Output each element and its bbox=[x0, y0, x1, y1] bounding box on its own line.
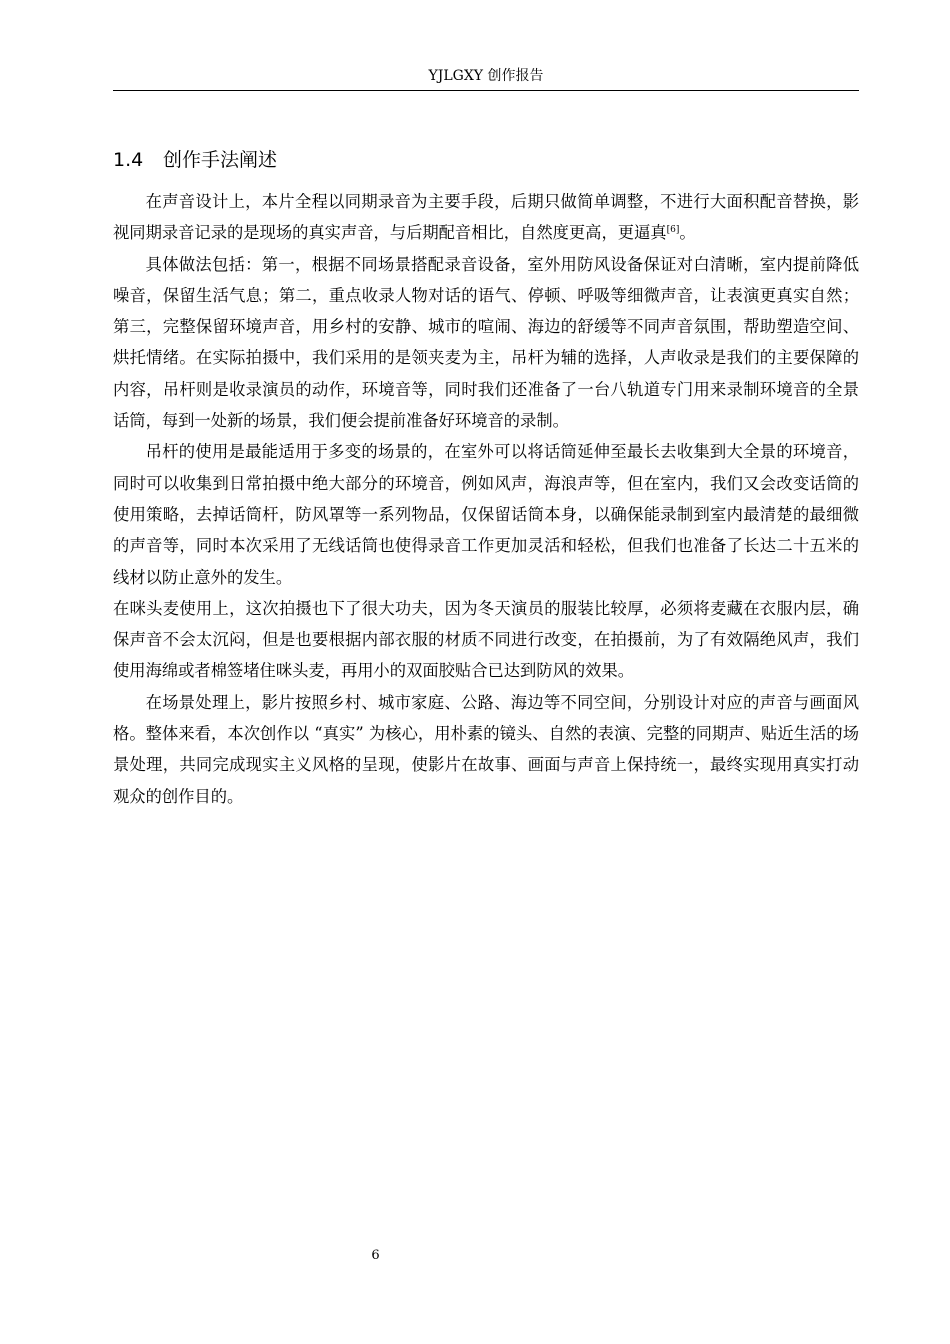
paragraph-text: 在声音设计上，本片全程以同期录音为主要手段，后期只做简单调整，不进行大面积配音替换，影视同期录音记录的是现场的真实声音，与后期配音相比，自然度更高，更逼真 bbox=[113, 192, 859, 243]
paragraph-5: 在场景处理上，影片按照乡村、城市家庭、公路、海边等不同空间，分别设计对应的声音与画面风格。整体来看，本次创作以 “真实” 为核心，用朴素的镜头、自然的表演、完整的同期声、贴近生活的场景处理，共同完成现实主义风格的呈现，使影片在故事、画面与声音上保持统一，最终实现用真实打动观众的创作目的。 bbox=[113, 692, 859, 806]
page-number: 6 bbox=[371, 1248, 380, 1263]
page-header: YJLGXY 创作报告 bbox=[428, 68, 544, 84]
paragraph-1 bbox=[113, 186, 859, 249]
section-heading bbox=[113, 147, 859, 173]
section-number: 1.4 bbox=[113, 149, 144, 171]
paragraph-2: 具体做法包括：第一，根据不同场景搭配录音设备，室外用防风设备保证对白清晰，室内提前降低噪音，保留生活气息；第二，重点收录人物对话的语气、停顿、呼吸等细微声音，让表演更真实自然；第三，完整保留环境声音，用乡村的安静、城市的喧闹、海边的舒缓等不同声音氛围，帮助塑造空间、烘托情绪。在实际拍摄中，我们采用的是领夹麦为主，吊杆为辅的选择，人声收录是我们的主要保障的内容，吊杆则是收录演员的动作，环境音等，同时我们还准备了一台八轨道专门用来录制环境音的全景话筒，每到一处新的场景，我们便会提前准备好环境音的录制。 bbox=[113, 254, 859, 431]
citation-ref[interactable]: [6] bbox=[666, 225, 680, 236]
paragraph-3: 吊杆的使用是最能适用于多变的场景的，在室外可以将话筒延伸至最长去收集到大全景的环境音，同时可以收集到日常拍摄中绝大部分的环境音，例如风声，海浪声等，但在室内，我们又会改变话筒的使用策略，去掉话筒杆，防风罩等一系列物品，仅保留话筒本身，以确保能录制到室内最清楚的最细微的声音等，同时本次采用了无线话筒也使得录音工作更加灵活和轻松，但我们也准备了长达二十五米的线材以防止意外的发生。 bbox=[113, 442, 859, 587]
section-title: 创作手法阐述 bbox=[163, 149, 278, 171]
header-divider bbox=[113, 90, 859, 91]
paragraph-tail: 。 bbox=[679, 223, 696, 243]
body-text bbox=[113, 186, 859, 812]
paragraph-4: 在咪头麦使用上，这次拍摄也下了很大功夫，因为冬天演员的服装比较厚，必须将麦藏在衣服内层，确保声音不会太沉闷，但是也要根据内部衣服的材质不同进行改变，在拍摄前，为了有效隔绝风声，我们使用海绵或者棉签堵住咪头麦，再用小的双面胶贴合已达到防风的效果。 bbox=[113, 598, 859, 681]
